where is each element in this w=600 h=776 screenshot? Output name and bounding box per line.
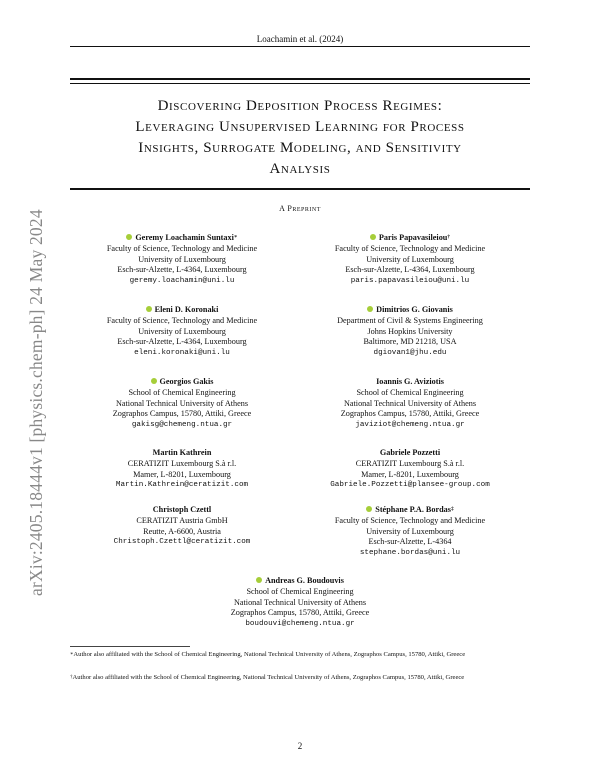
author-affiliation: School of Chemical Engineering [246, 586, 354, 596]
author-affiliation: Baltimore, MD 21218, USA [363, 337, 457, 347]
footnote-mark: ∗ [233, 234, 238, 240]
author-email[interactable]: boudouvi@chemeng.ntua.gr [245, 620, 355, 629]
author-affiliation: Esch-sur-Alzette, L-4364, Luxembourg [117, 337, 247, 347]
author-affiliation: CERATIZIT Austria GmbH [136, 515, 228, 525]
author-affiliation: Zographos Campus, 15780, Attiki, Greece [112, 409, 252, 419]
author-name: Christoph Czettl [152, 505, 212, 514]
title-bottom-rule [70, 188, 530, 190]
author-affiliation: School of Chemical Engineering [128, 387, 236, 397]
author-block [290, 305, 530, 359]
author-affiliation: Johns Hopkins University [367, 326, 453, 336]
footnote-mark: † [70, 675, 73, 680]
author-name: Georgios Gakis [62, 377, 302, 388]
orcid-icon[interactable] [146, 306, 152, 312]
author-block [62, 233, 302, 287]
footnote [70, 650, 532, 659]
author-affiliation: School of Chemical Engineering [356, 387, 464, 397]
author-block [290, 377, 530, 431]
author-email[interactable]: Christoph.Czettl@ceratizit.com [113, 538, 251, 547]
header-rule [70, 46, 530, 47]
author-affiliation: Reutte, A-6600, Austria [143, 526, 221, 536]
orcid-icon[interactable] [126, 234, 132, 240]
author-block [290, 448, 530, 491]
orcid-icon[interactable] [151, 378, 157, 384]
author-email[interactable]: paris.papavasileiou@uni.lu [350, 277, 470, 286]
author-name: Stéphane P.A. Bordas‡ [290, 505, 530, 516]
author-email[interactable]: javiziot@chemeng.ntua.gr [355, 421, 465, 430]
author-affiliation: CERATIZIT Luxembourg S.à r.l. [355, 458, 465, 468]
author-block [62, 448, 302, 491]
footnote [70, 673, 532, 682]
author-email[interactable]: geremy.loachamin@uni.lu [129, 277, 235, 286]
author-affiliation: University of Luxembourg [138, 326, 226, 336]
author-block [180, 576, 420, 630]
author-name: Dimitrios G. Giovanis [290, 305, 530, 316]
author-affiliation: Zographos Campus, 15780, Attiki, Greece [340, 409, 480, 419]
author-name: Paris Papavasileiou† [290, 233, 530, 244]
author-affiliation: University of Luxembourg [366, 526, 454, 536]
author-block [62, 505, 302, 548]
author-affiliation: Department of Civil & Systems Engineering [337, 315, 483, 325]
footnote-rule [70, 646, 190, 647]
author-block [62, 377, 302, 431]
author-block [290, 233, 530, 287]
author-email[interactable]: eleni.koronaki@uni.lu [134, 349, 230, 358]
title-top-rule [70, 78, 530, 80]
title-line: Insights, Surrogate Modeling, and Sensitivity [138, 140, 462, 156]
author-affiliation: Esch-sur-Alzette, L-4364, Luxembourg [117, 265, 247, 275]
author-affiliation: University of Luxembourg [366, 254, 454, 264]
author-block [62, 305, 302, 359]
paper-title [70, 96, 530, 180]
footnote-mark: † [447, 234, 451, 240]
author-affiliation: Esch-sur-Alzette, L-4364 [368, 537, 452, 547]
author-affiliation: Mamer, L-8201, Luxembourg [133, 469, 231, 479]
author-affiliation: Mamer, L-8201, Luxembourg [361, 469, 459, 479]
author-email[interactable]: dgiovan1@jhu.edu [373, 349, 447, 358]
author-affiliation: Esch-sur-Alzette, L-4364, Luxembourg [345, 265, 475, 275]
title-top-rule-thin [70, 83, 530, 84]
author-name: Geremy Loachamin Suntaxi∗ [62, 233, 302, 244]
author-name: Eleni D. Koronaki [62, 305, 302, 316]
author-email[interactable]: gakisg@chemeng.ntua.gr [131, 421, 233, 430]
page-number: 2 [297, 741, 303, 751]
orcid-icon[interactable] [366, 506, 372, 512]
author-block [290, 505, 530, 559]
footnote-mark: ‡ [450, 506, 454, 512]
footnote-text: Author also affiliated with the School of Chemical Engineering, National Technical University of Athens, Zographos Campus, 15780, Attiki, Greece [73, 651, 466, 658]
author-name: Ioannis G. Aviziotis [376, 377, 444, 386]
footnote-mark: ∗ [70, 652, 74, 657]
preprint-label: A Preprint [279, 204, 321, 213]
author-email[interactable]: Gabriele.Pozzetti@plansee-group.com [330, 481, 490, 490]
author-affiliation: National Technical University of Athens [233, 597, 367, 607]
orcid-icon[interactable] [367, 306, 373, 312]
author-affiliation: University of Luxembourg [138, 254, 226, 264]
arxiv-side-label[interactable]: arXiv:2405.18444v1 [physics.chem-ph] 24 May 2024 [26, 209, 46, 596]
author-name: Gabriele Pozzetti [379, 448, 441, 457]
author-affiliation: Zographos Campus, 15780, Attiki, Greece [230, 608, 370, 618]
author-email[interactable]: stephane.bordas@uni.lu [359, 549, 461, 558]
author-affiliation: Faculty of Science, Technology and Medicine [106, 315, 258, 325]
footnote-text: Author also affiliated with the School of Chemical Engineering, National Technical University of Athens, Zographos Campus, 15780, Attiki, Greece [72, 674, 465, 681]
author-email[interactable]: Martin.Kathrein@ceratizit.com [115, 481, 249, 490]
author-affiliation: Faculty of Science, Technology and Medicine [334, 243, 486, 253]
title-line: Leveraging Unsupervised Learning for Process [135, 119, 465, 135]
title-line: Analysis [269, 161, 331, 177]
author-affiliation: National Technical University of Athens [115, 398, 249, 408]
orcid-icon[interactable] [370, 234, 376, 240]
author-affiliation: Faculty of Science, Technology and Medicine [106, 243, 258, 253]
title-line: Discovering Deposition Process Regimes: [157, 98, 443, 114]
running-header: Loachamin et al. (2024) [256, 34, 344, 44]
author-name: Martin Kathrein [152, 448, 212, 457]
author-name: Andreas G. Boudouvis [180, 576, 420, 587]
author-affiliation: Faculty of Science, Technology and Medicine [334, 515, 486, 525]
orcid-icon[interactable] [256, 577, 262, 583]
author-affiliation: CERATIZIT Luxembourg S.à r.l. [127, 458, 237, 468]
author-affiliation: National Technical University of Athens [343, 398, 477, 408]
